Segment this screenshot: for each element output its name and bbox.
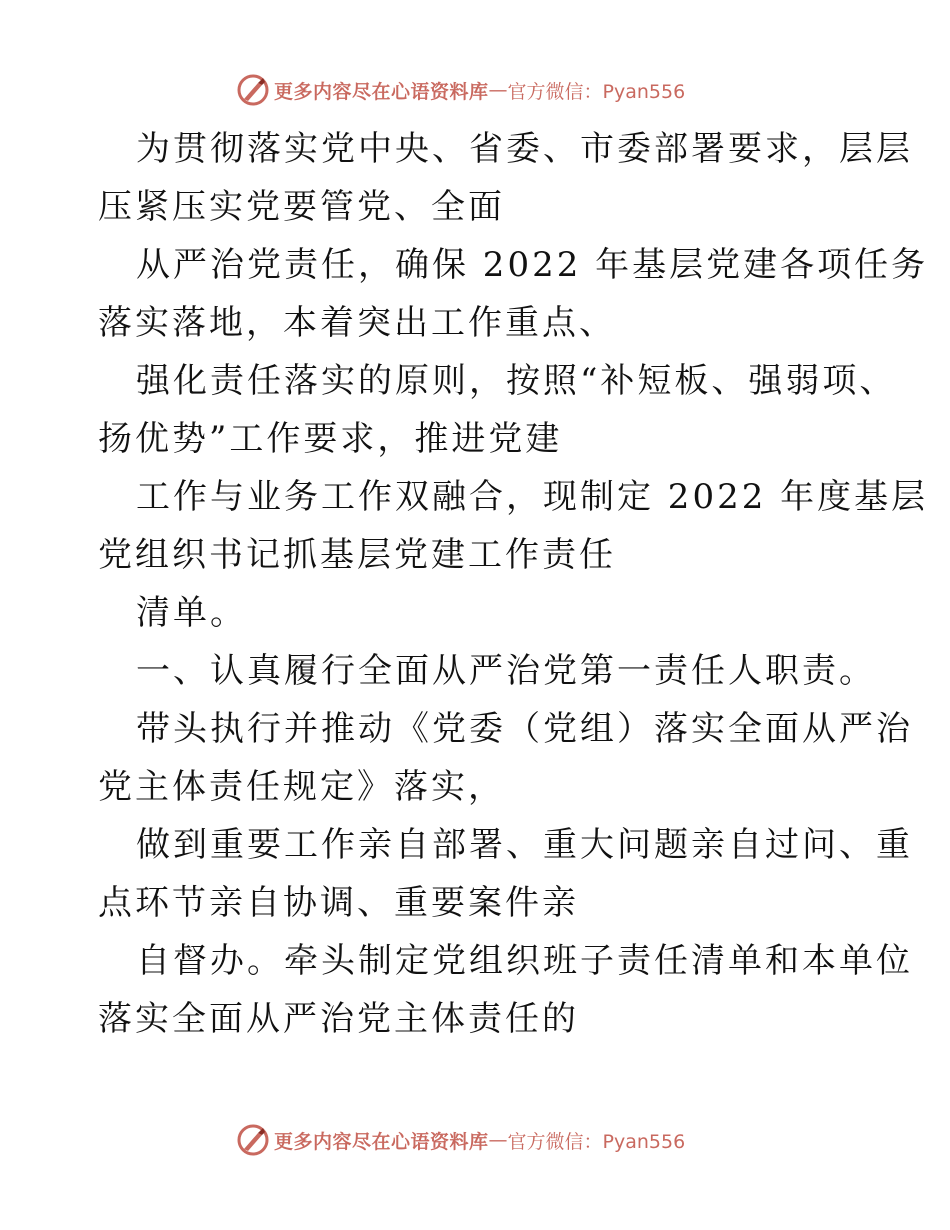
body-line: 自督办。牵头制定党组织班子责任清单和本单位	[136, 941, 913, 981]
quill-pen-logo-icon	[236, 1123, 270, 1157]
watermark-wechat-text: 官方微信：Pyan556	[507, 1130, 686, 1153]
body-line: 落实全面从严治党主体责任的	[98, 999, 579, 1039]
body-line: 党组织书记抓基层党建工作责任	[98, 535, 616, 575]
body-line: 压紧压实党要管党、全面	[98, 187, 505, 227]
section-heading: 一、认真履行全面从严治党第一责任人职责。	[136, 651, 876, 691]
body-line: 做到重要工作亲自部署、重大问题亲自过问、重	[136, 825, 913, 865]
body-line: 点环节亲自协调、重要案件亲	[98, 883, 579, 923]
watermark-main-text: 更多内容尽在心语资料库	[274, 1130, 489, 1153]
quill-pen-logo-icon	[236, 73, 270, 107]
body-line: 为贯彻落实党中央、省委、市委部署要求，层层	[136, 129, 913, 169]
watermark-separator: —	[488, 79, 508, 101]
body-line: 清单。	[136, 593, 247, 633]
body-line: 工作与业务工作双融合，现制定 2022 年度基层	[136, 477, 929, 517]
header-watermark	[236, 72, 685, 108]
body-line: 扬优势”工作要求，推进党建	[98, 419, 563, 459]
body-line: 从严治党责任，确保 2022 年基层党建各项任务	[136, 245, 929, 285]
body-line: 强化责任落实的原则，按照“补短板、强弱项、	[136, 361, 897, 401]
body-line: 带头执行并推动《党委（党组）落实全面从严治	[136, 709, 913, 749]
footer-watermark	[236, 1122, 685, 1158]
watermark-main-text: 更多内容尽在心语资料库	[274, 80, 489, 103]
watermark-wechat-text: 官方微信：Pyan556	[507, 80, 686, 103]
body-line: 落实落地，本着突出工作重点、	[98, 303, 616, 343]
watermark-separator: —	[488, 1129, 508, 1151]
document-body	[98, 120, 929, 1048]
body-line: 党主体责任规定》落实，	[98, 767, 505, 807]
